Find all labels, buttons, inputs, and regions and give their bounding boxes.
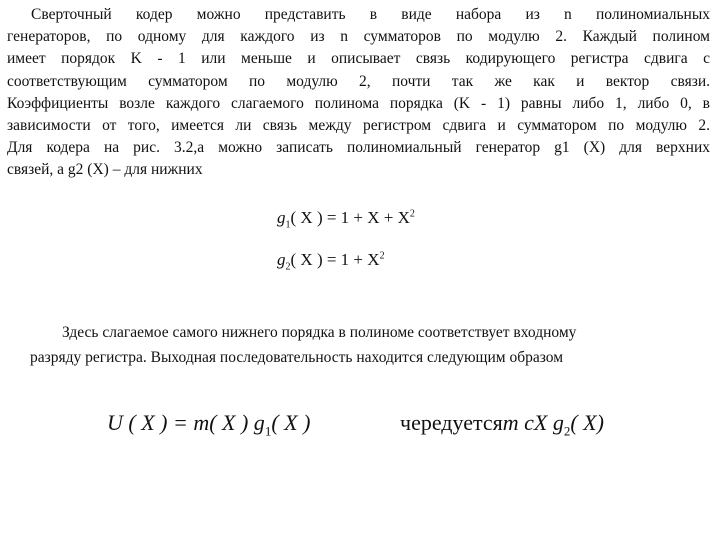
paragraph-output-sequence: [30, 320, 700, 370]
formula-output-word: чередуется: [400, 410, 503, 435]
formula-g2-sub: 2: [285, 261, 291, 273]
formula-g2-sup: 2: [379, 250, 385, 262]
formula-output-right-sub: 2: [563, 423, 571, 439]
text-line: соответствующим сумматором по модулю 2, почти так же как и вектор связи.: [7, 72, 710, 90]
formula-g1: [277, 208, 415, 230]
formula-g1-sup: 2: [409, 208, 415, 220]
formula-output-left: [107, 410, 310, 439]
formula-g1-symbol: g: [277, 208, 286, 227]
formula-g1-body: ( X ) = 1 + X + X: [290, 208, 410, 227]
formula-output-left-end: ( X ): [271, 410, 311, 435]
formula-g2-body: ( X ) = 1 + X: [290, 250, 380, 269]
formula-output-left-body: U ( X ) = m( X ) g: [107, 410, 265, 435]
text-line: Здесь слагаемое самого нижнего порядка в полиноме соответствует входному: [62, 324, 577, 341]
text-line: Сверточный кодер можно представить в виде набора из n полиномиальных: [31, 6, 710, 23]
formula-output-left-sub: 1: [264, 423, 272, 439]
text-line: Коэффициенты возле каждого слагаемого полинома порядка (K - 1) равны либо 1, либо 0, в: [7, 94, 710, 112]
formula-g2: [277, 250, 385, 272]
formula-output-right: [400, 410, 604, 439]
text-line: зависимости от того, имеется ли связь между регистром сдвига и сумматором по модулю 2.: [7, 117, 710, 135]
paragraph-convolutional-encoder: [7, 4, 710, 182]
formula-output-right-body: m cX g: [502, 410, 564, 435]
text-line: разряду регистра. Выходная последовательность находится следующим образом: [30, 349, 564, 366]
text-line: имеет порядок K - 1 или меньше и описывает связь кодирующего регистра сдвига с: [7, 50, 710, 68]
text-line: связей, а g2 (X) – для нижних: [7, 161, 203, 179]
text-line: Для кодера на рис. 3.2,а можно записать полиномиальный генератор g1 (X) для верхних: [7, 139, 710, 157]
text-line: генераторов, по одному для каждого из n сумматоров по модулю 2. Каждый полином: [7, 28, 710, 46]
formula-output-right-end: ( X): [570, 410, 604, 435]
formula-g1-sub: 1: [285, 219, 291, 231]
formula-g2-symbol: g: [277, 250, 286, 269]
